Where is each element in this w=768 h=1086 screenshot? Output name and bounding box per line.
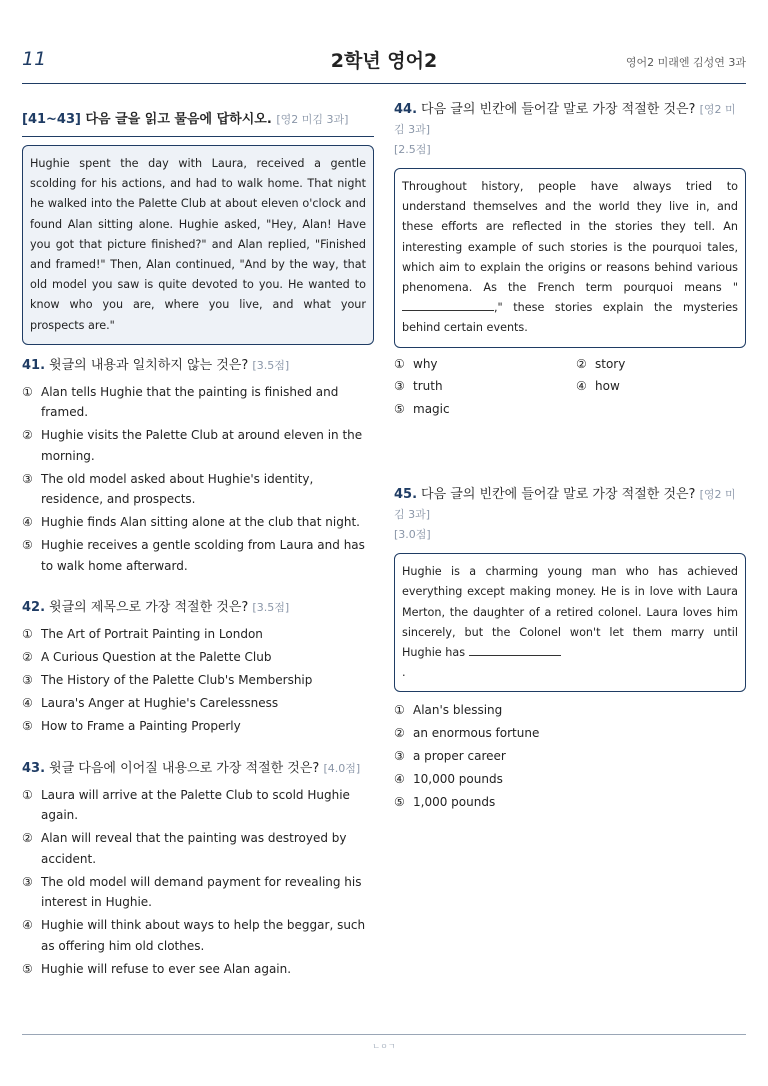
answer-options	[22, 382, 374, 577]
option-mark: ⑤	[22, 538, 33, 553]
option-mark: ⑤	[22, 961, 33, 976]
question-42-head	[22, 598, 374, 618]
option-mark: ②	[394, 726, 405, 741]
group-41-43-heading	[22, 100, 374, 137]
question-tag: [영2 미김 3과]	[394, 103, 736, 136]
reading-passage	[394, 553, 746, 692]
option-mark: ③	[22, 673, 33, 688]
question-text: 다음 글의 빈칸에 들어갈 말로 가장 적절한 것은?	[421, 102, 696, 117]
option-mark: ④	[394, 772, 405, 787]
answer-blank	[402, 301, 494, 311]
question-number: 41.	[22, 357, 46, 373]
group-tag: [영2 미김 3과]	[276, 113, 349, 126]
question-43-head	[22, 759, 374, 779]
passage-text-after: .	[402, 666, 406, 680]
group-range: [41~43]	[22, 112, 81, 127]
option-mark: ③	[394, 379, 405, 394]
answer-options	[22, 624, 374, 737]
option-text: Hughie finds Alan sitting alone at the club that night.	[41, 515, 360, 530]
page-subtitle: 영어2 미래엔 김성연 3과	[625, 56, 746, 69]
option-text: 1,000 pounds	[413, 795, 496, 810]
option-1[interactable]	[22, 624, 374, 645]
option-mark: ⑤	[394, 401, 405, 416]
question-points: [3.5점]	[252, 358, 290, 372]
option-text: Alan's blessing	[413, 703, 503, 718]
option-text: truth	[413, 379, 443, 394]
page-title: 2학년 영어2	[330, 50, 438, 72]
option-1[interactable]	[394, 700, 746, 721]
option-mark: ②	[576, 356, 587, 371]
question-43	[22, 759, 374, 980]
page-footer	[22, 1034, 746, 1051]
option-1[interactable]	[22, 785, 374, 826]
option-text: 10,000 pounds	[413, 772, 503, 787]
option-2[interactable]	[394, 723, 746, 744]
option-4[interactable]	[22, 512, 374, 533]
option-mark: ①	[22, 787, 33, 802]
option-text: a proper career	[413, 749, 506, 764]
option-text: how	[595, 379, 620, 394]
answer-blank	[469, 646, 561, 656]
question-number: 42.	[22, 600, 46, 616]
option-mark: ③	[394, 749, 405, 764]
option-3[interactable]	[22, 670, 374, 691]
question-41-head	[22, 356, 374, 376]
question-number: 44.	[394, 102, 418, 117]
option-text: an enormous fortune	[413, 726, 540, 741]
option-5[interactable]	[22, 535, 374, 576]
question-points: [2.5점]	[394, 143, 431, 156]
option-text: Hughie visits the Palette Club at around eleven in the morning.	[41, 428, 363, 463]
question-tag: [영2 미김 3과]	[394, 488, 736, 522]
question-text: 윗글의 제목으로 가장 적절한 것은?	[49, 600, 249, 616]
option-text: A Curious Question at the Palette Club	[41, 650, 272, 665]
option-mark: ①	[394, 703, 405, 718]
answer-options	[394, 700, 746, 813]
option-text: The History of the Palette Club's Membership	[41, 673, 313, 688]
page-header	[22, 44, 746, 84]
option-mark: ①	[22, 627, 33, 642]
option-3[interactable]	[394, 376, 576, 397]
option-mark: ③	[22, 874, 33, 889]
question-points: [3.5점]	[252, 601, 290, 615]
option-text: The old model asked about Hughie's identity, residence, and prospects.	[41, 471, 314, 507]
question-points: [3.0점]	[394, 528, 431, 542]
question-44	[394, 100, 746, 421]
option-2[interactable]	[22, 647, 374, 668]
option-mark: ④	[22, 515, 33, 530]
option-mark: ④	[22, 918, 33, 933]
option-text: How to Frame a Painting Properly	[41, 719, 241, 734]
option-4[interactable]	[576, 376, 746, 397]
option-3[interactable]	[22, 872, 374, 913]
option-5[interactable]	[394, 792, 746, 813]
question-42	[22, 598, 374, 737]
option-4[interactable]	[22, 693, 374, 714]
question-points: [4.0점]	[323, 761, 361, 775]
option-mark: ①	[22, 384, 33, 399]
option-mark: ③	[22, 471, 33, 486]
option-mark: ④	[22, 696, 33, 711]
question-text: 윗글 다음에 이어질 내용으로 가장 적절한 것은?	[49, 760, 320, 776]
option-text: Alan tells Hughie that the painting is finished and framed.	[41, 384, 339, 420]
question-45	[394, 485, 746, 813]
question-text: 다음 글의 빈칸에 들어갈 말로 가장 적절한 것은?	[421, 487, 696, 503]
option-text: The old model will demand payment for revealing his interest in Hughie.	[41, 874, 362, 910]
question-number: 45.	[394, 487, 418, 503]
option-4[interactable]	[22, 915, 374, 956]
option-1[interactable]	[22, 382, 374, 423]
option-mark: ②	[22, 428, 33, 443]
page-number: 11	[22, 48, 47, 70]
option-mark: ②	[22, 831, 33, 846]
option-3[interactable]	[22, 469, 374, 510]
option-mark: ⑤	[394, 795, 405, 810]
question-45-head	[394, 485, 746, 545]
option-text: Hughie will think about ways to help the beggar, such as offering him old clothes.	[41, 918, 366, 953]
option-5[interactable]	[22, 959, 374, 980]
option-text: Hughie will refuse to ever see Alan again.	[41, 961, 292, 976]
option-mark: ①	[394, 356, 405, 371]
option-5[interactable]	[22, 716, 374, 737]
option-5[interactable]	[394, 399, 576, 420]
option-text: story	[595, 356, 626, 371]
reading-passage	[394, 168, 746, 348]
option-2[interactable]	[576, 354, 746, 375]
answer-options	[394, 354, 746, 422]
option-text: Alan will reveal that the painting was destroyed by accident.	[41, 831, 347, 866]
option-text: Laura's Anger at Hughie's Carelessness	[41, 696, 279, 711]
option-2[interactable]	[22, 828, 374, 869]
right-column	[394, 100, 746, 815]
footer-label: ㄴㅇㄱ	[372, 1042, 396, 1051]
question-44-head	[394, 100, 746, 160]
left-column	[22, 100, 374, 982]
option-mark: ④	[576, 379, 587, 394]
option-1[interactable]	[394, 354, 576, 375]
option-3[interactable]	[394, 746, 746, 767]
group-instruction: 다음 글을 읽고 물음에 답하시오.	[85, 112, 272, 127]
option-text: why	[413, 356, 438, 371]
option-2[interactable]	[22, 425, 374, 466]
passage-text-before: Hughie is a charming young man who has achieved everything except making money. He is in love with Laura Merton, the daughter of a retired colonel. Laura loves him sincerely, but the Colonel won't let them marry until Hughie has	[402, 565, 738, 659]
option-text: Laura will arrive at the Palette Club to scold Hughie again.	[41, 787, 350, 823]
option-text: The Art of Portrait Painting in London	[41, 627, 263, 642]
passage-text-after: ," these stories explain the mysteries behind certain events.	[402, 301, 738, 335]
option-mark: ⑤	[22, 719, 33, 734]
passage-text-before: Throughout history, people have always tried to understand themselves and the world they live in, and these efforts are reflected in the stories they tell. An interesting example of such stories is the pourquoi tales, which aim to explain the origins or reasons behind various phenomena. As the French term pourquoi means "	[402, 180, 738, 295]
option-text: magic	[413, 401, 450, 416]
option-mark: ②	[22, 650, 33, 665]
question-number: 43.	[22, 760, 46, 776]
reading-passage: Hughie spent the day with Laura, received a gentle scolding for his actions, and had to walk home. That night he walked into the Palette Club at about eleven o'clock and found Alan sitting alone. Hughie asked, "Hey, Alan! Have you got that picture finished?" and Alan replied, "Finished and framed!" Then, Alan continued, "And by the way, that old model you saw is quite devoted to you. He wanted to know who you are, where you live, and what your prospects are."	[22, 145, 374, 345]
answer-options	[22, 785, 374, 980]
question-text: 윗글의 내용과 일치하지 않는 것은?	[49, 357, 249, 373]
option-text: Hughie receives a gentle scolding from Laura and has to walk home afterward.	[41, 538, 365, 573]
question-41	[22, 356, 374, 577]
option-4[interactable]	[394, 769, 746, 790]
